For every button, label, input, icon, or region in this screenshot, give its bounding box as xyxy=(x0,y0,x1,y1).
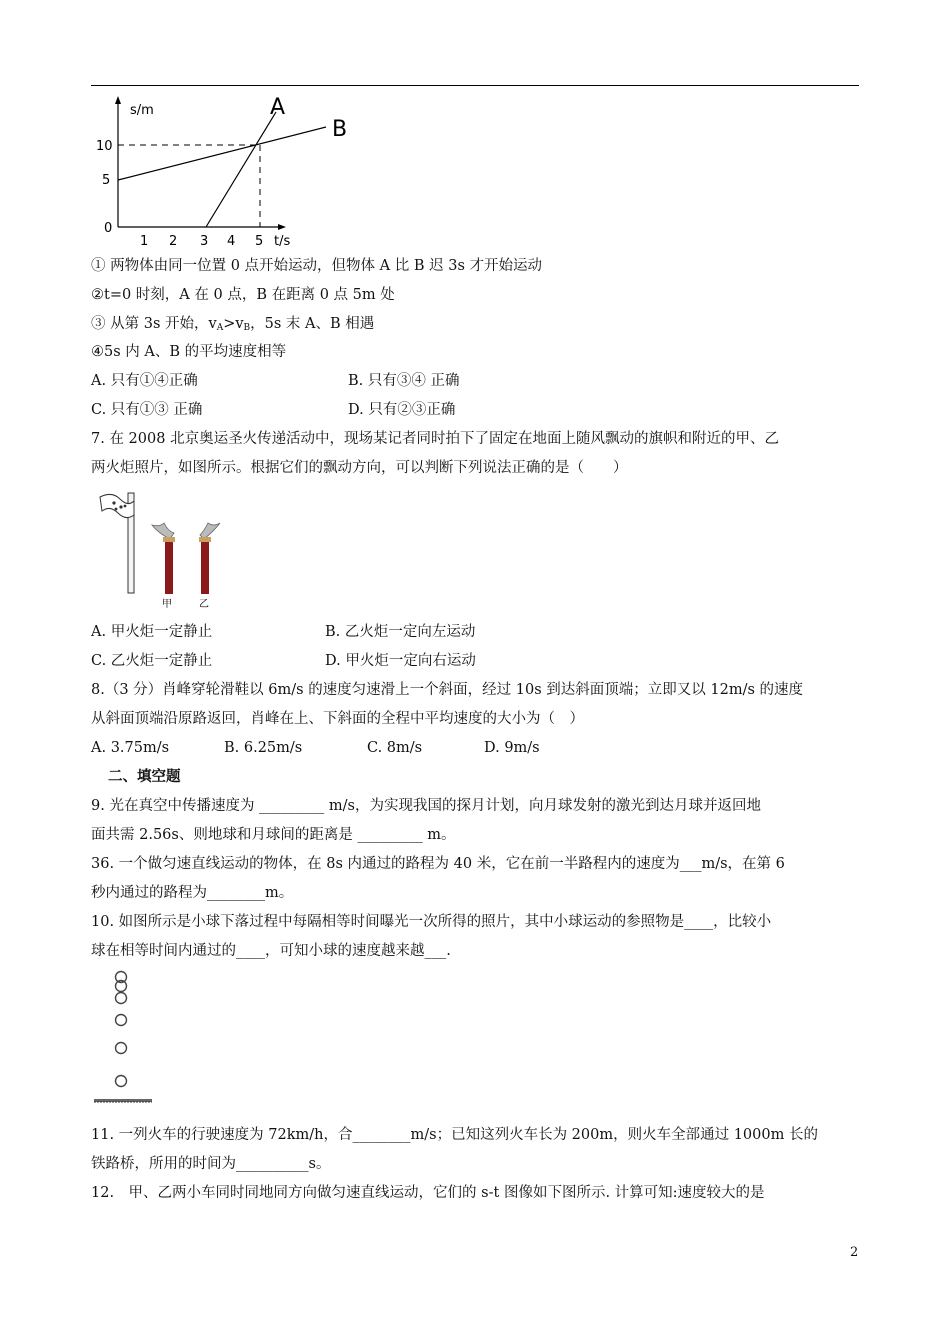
page-number: 2 xyxy=(850,1245,859,1260)
q8-option-d: D. 9m/s xyxy=(484,740,540,756)
y-axis-label: s/m xyxy=(130,103,154,118)
q6-option-b: B. 只有③④ 正确 xyxy=(348,373,460,389)
q7-option-b: B. 乙火炬一定向左运动 xyxy=(325,624,476,640)
q8-option-a: A. 3.75m/s xyxy=(91,740,170,756)
q7-option-d: D. 甲火炬一定向右运动 xyxy=(325,653,476,669)
q10-line-1: 10. 如图所示是小球下落过程中每隔相等时间曝光一次所得的照片，其中小球运动的参照物是____，比较小 xyxy=(91,914,772,930)
q6-s3-post: ，5s 末 A、B 相遇 xyxy=(250,316,375,332)
q11-line-2: 铁路桥，所用的时间为__________s。 xyxy=(91,1156,331,1172)
x-tick-5: 5 xyxy=(255,234,264,249)
q6-option-d: D. 只有②③正确 xyxy=(348,402,456,418)
x-tick-3: 3 xyxy=(200,234,209,249)
q6-option-a: A. 只有①④正确 xyxy=(91,373,198,389)
q6-s3-pre: ③ 从第 3s 开始，v xyxy=(91,316,217,332)
q6-statement-1: ① 两物体由同一位置 0 点开始运动，但物体 A 比 B 迟 3s 才开始运动 xyxy=(91,258,542,274)
section-heading-fill-in: 二、填空题 xyxy=(108,768,181,785)
q6-s3-sub-a: A xyxy=(216,323,224,333)
q6-option-c: C. 只有①③ 正确 xyxy=(91,402,203,418)
q7-line-1: 7. 在 2008 北京奥运圣火传递活动中，现场某记者同时拍下了固定在地面上随风飘动的旗帜和附近的甲、乙 xyxy=(91,431,780,447)
x-tick-2: 2 xyxy=(169,234,178,249)
q8-line-2: 从斜面顶端沿原路返回，肖峰在上、下斜面的全程中平均速度的大小为（ ） xyxy=(91,711,584,727)
q7-option-c: C. 乙火炬一定静止 xyxy=(91,653,213,669)
x-tick-4: 4 xyxy=(227,234,236,249)
q36-line-2: 秒内通过的路程为________m。 xyxy=(91,885,294,901)
q11-line-1: 11. 一列火车的行驶速度为 72km/h，合________m/s；已知这列火车长为 200m，则火车全部通过 1000m 长的 xyxy=(91,1127,818,1143)
q10-line-2: 球在相等时间内通过的____，可知小球的速度越来越___. xyxy=(91,943,451,959)
falling-ball-figure xyxy=(88,965,158,1105)
q9-line-2: 面共需 2.56s、则地球和月球间的距离是 _________ m。 xyxy=(91,827,456,843)
q6-statement-2: ②t=0 时刻，A 在 0 点，B 在距离 0 点 5m 处 xyxy=(91,287,395,303)
st-graph xyxy=(96,92,380,252)
q8-line-1: 8.（3 分）肖峰穿轮滑鞋以 6m/s 的速度匀速滑上一个斜面，经过 10s 到达斜面顶端；立即又以 12m/s 的速度 xyxy=(91,682,804,698)
y-tick-0: 0 xyxy=(104,221,113,236)
q6-statement-4: ④5s 内 A、B 的平均速度相等 xyxy=(91,344,287,360)
q12-line-1: 12. 甲、乙两小车同时同地同方向做匀速直线运动，它们的 s-t 图像如下图所示. 计算可知:速度较大的是 xyxy=(91,1185,765,1201)
q6-statement-3 xyxy=(91,314,374,338)
x-axis-label: t/s xyxy=(274,234,291,249)
y-tick-5: 5 xyxy=(102,173,111,188)
q36-line-1: 36. 一个做匀速直线运动的物体，在 8s 内通过的路程为 40 米，它在前一半路程内的速度为___m/s，在第 6 xyxy=(91,856,785,872)
q9-line-1: 9. 光在真空中传播速度为 _________ m/s，为实现我国的探月计划，向月球发射的激光到达月球并返回地 xyxy=(91,798,761,814)
y-tick-10: 10 xyxy=(96,139,113,154)
torch-figure xyxy=(92,487,242,612)
q6-s3-sub-b: B xyxy=(243,323,251,333)
q7-line-2: 两火炬照片，如图所示。根据它们的飘动方向，可以判断下列说法正确的是（ ） xyxy=(91,460,628,476)
q8-option-b: B. 6.25m/s xyxy=(224,740,303,756)
q6-s3-gt: >v xyxy=(223,316,244,332)
torch-label-yi: 乙 xyxy=(199,599,209,610)
q8-option-c: C. 8m/s xyxy=(367,740,423,756)
q7-option-a: A. 甲火炬一定静止 xyxy=(91,624,213,640)
line-b-label: B xyxy=(332,117,348,142)
x-tick-1: 1 xyxy=(140,234,149,249)
torch-label-jia: 甲 xyxy=(162,599,172,610)
header-rule xyxy=(91,85,859,86)
line-a-label: A xyxy=(270,95,286,120)
